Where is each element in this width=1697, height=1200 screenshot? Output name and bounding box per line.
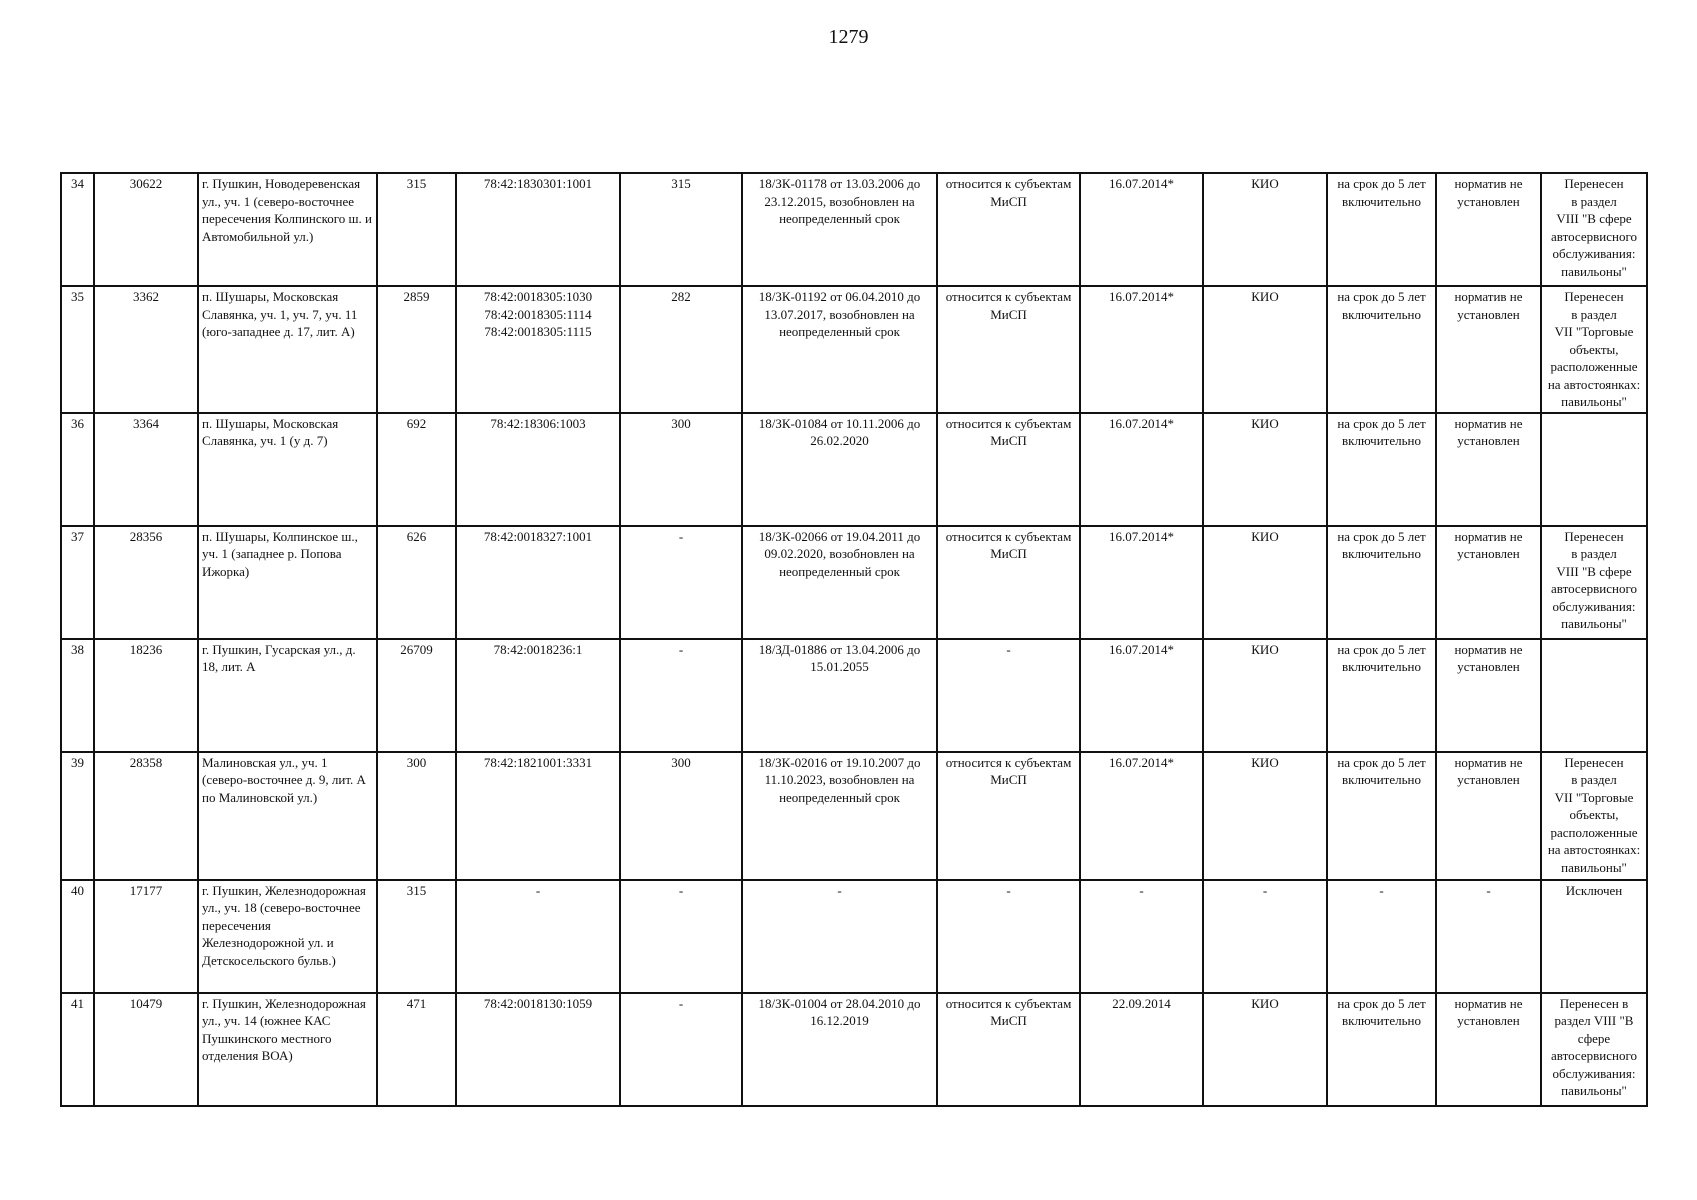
- cell-cadastral-number: 78:42:1830301:1001: [456, 173, 620, 286]
- page-number: 1279: [828, 26, 869, 48]
- cell-lease-term: на срок до 5 лет включительно: [1327, 752, 1436, 880]
- cell-row-number: 40: [61, 880, 94, 993]
- cell-address: г. Пушкин, Гусарская ул., д. 18, лит. А: [198, 639, 377, 752]
- cell-area: 26709: [377, 639, 456, 752]
- cell-authority: КИО: [1203, 993, 1327, 1106]
- cell-row-number: 37: [61, 526, 94, 639]
- cell-area: 626: [377, 526, 456, 639]
- cell-object-id: 30622: [94, 173, 198, 286]
- cell-lease-area: -: [620, 880, 742, 993]
- cell-note: Перенесен в раздел VIII "В сфере автосервисного обслуживания: павильоны": [1541, 526, 1647, 639]
- table-row: [61, 880, 1647, 993]
- cell-misp-status: относится к субъектам МиСП: [937, 413, 1080, 526]
- cell-row-number: 38: [61, 639, 94, 752]
- table-row: [61, 639, 1647, 752]
- cell-object-id: 10479: [94, 993, 198, 1106]
- cell-misp-status: относится к субъектам МиСП: [937, 752, 1080, 880]
- cell-lease-term: на срок до 5 лет включительно: [1327, 413, 1436, 526]
- cell-object-id: 28356: [94, 526, 198, 639]
- cell-standard: норматив не установлен: [1436, 752, 1541, 880]
- cell-contract: 18/ЗК-01004 от 28.04.2010 до 16.12.2019: [742, 993, 937, 1106]
- cell-lease-term: на срок до 5 лет включительно: [1327, 993, 1436, 1106]
- cell-authority: КИО: [1203, 752, 1327, 880]
- cell-note: [1541, 639, 1647, 752]
- cell-lease-term: на срок до 5 лет включительно: [1327, 286, 1436, 413]
- cell-misp-status: относится к субъектам МиСП: [937, 526, 1080, 639]
- cell-row-number: 41: [61, 993, 94, 1106]
- cell-lease-term: -: [1327, 880, 1436, 993]
- cell-contract: 18/ЗК-01192 от 06.04.2010 до 13.07.2017, возобновлен на неопределенный срок: [742, 286, 937, 413]
- cell-lease-term: на срок до 5 лет включительно: [1327, 173, 1436, 286]
- cell-contract: 18/ЗК-02016 от 19.10.2007 до 11.10.2023, возобновлен на неопределенный срок: [742, 752, 937, 880]
- cell-authority: КИО: [1203, 173, 1327, 286]
- cell-standard: норматив не установлен: [1436, 639, 1541, 752]
- cell-inclusion-date: 16.07.2014*: [1080, 413, 1203, 526]
- cell-area: 300: [377, 752, 456, 880]
- cell-lease-term: на срок до 5 лет включительно: [1327, 526, 1436, 639]
- cell-note: Перенесен в раздел VII "Торговые объекты, расположенные на автостоянках: павильоны": [1541, 286, 1647, 413]
- cell-lease-area: 315: [620, 173, 742, 286]
- cell-note: [1541, 413, 1647, 526]
- cell-standard: норматив не установлен: [1436, 173, 1541, 286]
- cell-area: 692: [377, 413, 456, 526]
- cell-address: г. Пушкин, Новодеревенская ул., уч. 1 (северо-восточнее пересечения Колпинского ш. и Автомобильной ул.): [198, 173, 377, 286]
- cell-standard: -: [1436, 880, 1541, 993]
- cell-note: Исключен: [1541, 880, 1647, 993]
- cell-contract: 18/ЗК-01178 от 13.03.2006 до 23.12.2015, возобновлен на неопределенный срок: [742, 173, 937, 286]
- cell-authority: КИО: [1203, 413, 1327, 526]
- cell-misp-status: -: [937, 639, 1080, 752]
- cell-authority: КИО: [1203, 639, 1327, 752]
- cell-row-number: 35: [61, 286, 94, 413]
- cell-address: Малиновская ул., уч. 1 (северо-восточнее д. 9, лит. А по Малиновской ул.): [198, 752, 377, 880]
- cell-inclusion-date: 22.09.2014: [1080, 993, 1203, 1106]
- cell-row-number: 39: [61, 752, 94, 880]
- cell-cadastral-number: 78:42:18306:1003: [456, 413, 620, 526]
- cell-authority: КИО: [1203, 286, 1327, 413]
- cell-standard: норматив не установлен: [1436, 526, 1541, 639]
- table-row: [61, 286, 1647, 413]
- table-row: [61, 413, 1647, 526]
- cell-inclusion-date: 16.07.2014*: [1080, 286, 1203, 413]
- table-row: [61, 173, 1647, 286]
- cell-area: 315: [377, 173, 456, 286]
- cell-cadastral-number: 78:42:0018130:1059: [456, 993, 620, 1106]
- cell-address: п. Шушары, Московская Славянка, уч. 1 (у д. 7): [198, 413, 377, 526]
- cell-note: Перенесен в раздел VII "Торговые объекты, расположенные на автостоянках: павильоны": [1541, 752, 1647, 880]
- cell-standard: норматив не установлен: [1436, 993, 1541, 1106]
- cell-standard: норматив не установлен: [1436, 413, 1541, 526]
- cell-contract: 18/ЗК-01084 от 10.11.2006 до 26.02.2020: [742, 413, 937, 526]
- cell-inclusion-date: 16.07.2014*: [1080, 752, 1203, 880]
- cell-misp-status: относится к субъектам МиСП: [937, 993, 1080, 1106]
- cell-cadastral-number: 78:42:1821001:3331: [456, 752, 620, 880]
- cell-authority: -: [1203, 880, 1327, 993]
- cell-area: 471: [377, 993, 456, 1106]
- cell-object-id: 28358: [94, 752, 198, 880]
- cell-address: п. Шушары, Колпинское ш., уч. 1 (западнее р. Попова Ижорка): [198, 526, 377, 639]
- cell-inclusion-date: -: [1080, 880, 1203, 993]
- cell-area: 2859: [377, 286, 456, 413]
- cell-lease-area: -: [620, 639, 742, 752]
- cell-object-id: 17177: [94, 880, 198, 993]
- cell-object-id: 3364: [94, 413, 198, 526]
- table-row: [61, 752, 1647, 880]
- registry-table: [60, 172, 1648, 1107]
- cell-note: Перенесен в раздел VIII "В сфере автосервисного обслуживания: павильоны": [1541, 993, 1647, 1106]
- cell-lease-term: на срок до 5 лет включительно: [1327, 639, 1436, 752]
- cell-inclusion-date: 16.07.2014*: [1080, 526, 1203, 639]
- cell-area: 315: [377, 880, 456, 993]
- cell-address: п. Шушары, Московская Славянка, уч. 1, уч. 7, уч. 11 (юго-западнее д. 17, лит. А): [198, 286, 377, 413]
- cell-lease-area: 300: [620, 752, 742, 880]
- cell-lease-area: 282: [620, 286, 742, 413]
- cell-address: г. Пушкин, Железнодорожная ул., уч. 18 (северо-восточнее пересечения Железнодорожной ул. и Детскосельского бульв.): [198, 880, 377, 993]
- table-row: [61, 526, 1647, 639]
- cell-lease-area: 300: [620, 413, 742, 526]
- cell-misp-status: относится к субъектам МиСП: [937, 173, 1080, 286]
- cell-cadastral-number: 78:42:0018236:1: [456, 639, 620, 752]
- cell-object-id: 3362: [94, 286, 198, 413]
- cell-note: Перенесен в раздел VIII "В сфере автосервисного обслуживания: павильоны": [1541, 173, 1647, 286]
- cell-contract: 18/ЗД-01886 от 13.04.2006 до 15.01.2055: [742, 639, 937, 752]
- cell-cadastral-number: 78:42:0018327:1001: [456, 526, 620, 639]
- cell-cadastral-number: -: [456, 880, 620, 993]
- cell-standard: норматив не установлен: [1436, 286, 1541, 413]
- cell-lease-area: -: [620, 526, 742, 639]
- cell-misp-status: относится к субъектам МиСП: [937, 286, 1080, 413]
- cell-row-number: 36: [61, 413, 94, 526]
- cell-inclusion-date: 16.07.2014*: [1080, 639, 1203, 752]
- registry-body: [61, 173, 1647, 1106]
- cell-contract: -: [742, 880, 937, 993]
- cell-authority: КИО: [1203, 526, 1327, 639]
- cell-lease-area: -: [620, 993, 742, 1106]
- cell-row-number: 34: [61, 173, 94, 286]
- cell-cadastral-number: 78:42:0018305:1030 78:42:0018305:1114 78:42:0018305:1115: [456, 286, 620, 413]
- cell-object-id: 18236: [94, 639, 198, 752]
- table-row: [61, 993, 1647, 1106]
- cell-contract: 18/ЗК-02066 от 19.04.2011 до 09.02.2020, возобновлен на неопределенный срок: [742, 526, 937, 639]
- cell-inclusion-date: 16.07.2014*: [1080, 173, 1203, 286]
- cell-misp-status: -: [937, 880, 1080, 993]
- cell-address: г. Пушкин, Железнодорожная ул., уч. 14 (южнее КАС Пушкинского местного отделения ВОА): [198, 993, 377, 1106]
